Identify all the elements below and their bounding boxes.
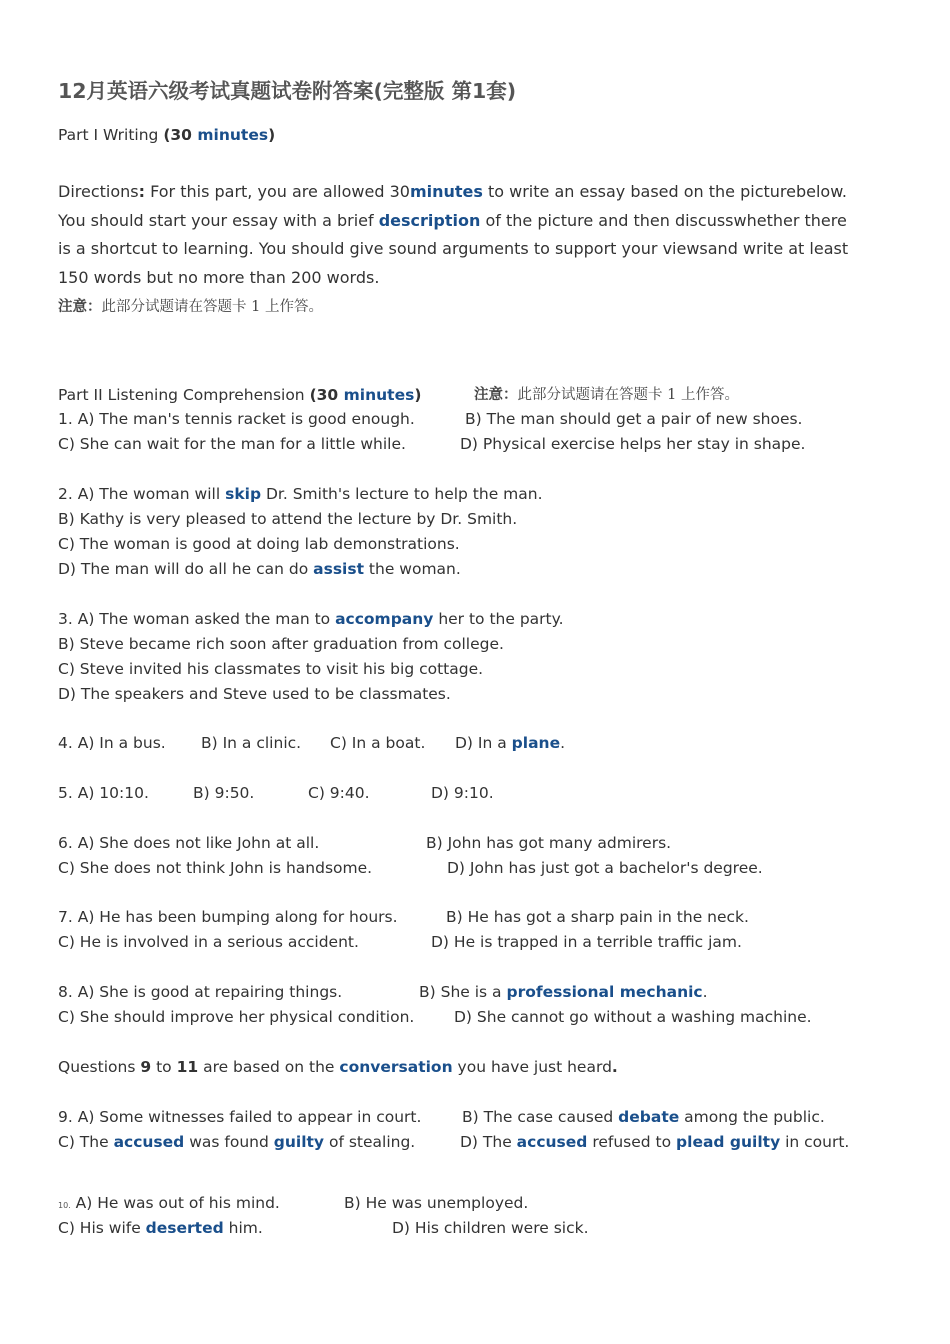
question-2-option-c: C) The woman is good at doing lab demonstrations. (58, 535, 460, 553)
question-7-option-a: 7. A) He has been bumping along for hours. (58, 908, 398, 926)
question-4-option-d (455, 733, 565, 753)
question-1-option-b: B) The man should get a pair of new shoes. (465, 410, 803, 428)
intro-number: 9 (140, 1058, 152, 1076)
question-4-option-c: C) In a boat. (330, 734, 426, 752)
question-5-option-d: D) 9:10. (431, 784, 494, 802)
note-label: 注意： (58, 299, 102, 315)
option-keyword: assist (313, 560, 364, 578)
option-text: C) The (58, 1133, 114, 1151)
question-9-option-c (58, 1132, 415, 1152)
directions-colon: : (138, 182, 146, 201)
intro-text: you have just heard (452, 1058, 612, 1076)
question-9-option-a: 9. A) Some witnesses failed to appear in court. (58, 1108, 422, 1126)
question-5-option-c: C) 9:40. (308, 784, 370, 802)
option-text: of stealing. (324, 1133, 416, 1151)
question-6-option-c: C) She does not think John is handsome. (58, 859, 373, 877)
option-text: Dr. Smith's lecture to help the man. (261, 485, 543, 503)
listening-heading (58, 385, 421, 405)
note-text: 此部分试题请在答题卡 1 上作答。 (517, 387, 739, 403)
option-keyword: accompany (335, 610, 434, 628)
writing-heading (58, 125, 275, 145)
page-title: 12月英语六级考试真题试卷附答案(完整版 第1套) (58, 79, 517, 103)
option-text: . (560, 734, 566, 752)
question-number: 10. (58, 1201, 71, 1210)
question-2-option-a (58, 484, 543, 504)
question-3-option-a (58, 609, 564, 629)
question-6-option-b: B) John has got many admirers. (426, 834, 672, 852)
question-10-option-b: B) He was unemployed. (344, 1194, 529, 1212)
directions-text: to write an essay based on the picturebelow. (482, 182, 847, 201)
question-1-option-a: 1. A) The man's tennis racket is good enough. (58, 410, 415, 428)
writing-heading-text: Part I Writing (58, 126, 164, 144)
option-text: A) He was out of his mind. (70, 1194, 280, 1212)
intro-number: 11 (176, 1058, 199, 1076)
question-9-option-b (462, 1107, 825, 1127)
directions-label: Directions (58, 182, 139, 201)
option-text: her to the party. (433, 610, 564, 628)
option-text: among the public. (679, 1108, 825, 1126)
question-10-option-c (58, 1218, 263, 1238)
intro-text: are based on the (198, 1058, 340, 1076)
option-keyword: accused (113, 1133, 185, 1151)
directions-line-4: 150 words but no more than 200 words. (58, 268, 380, 287)
option-keyword: guilty (273, 1133, 325, 1151)
question-8-option-b (419, 982, 708, 1002)
listening-heading-keyword: minutes (343, 386, 415, 404)
intro-text: to (151, 1058, 177, 1076)
directions-text: of the picture and then discusswhether there (480, 211, 847, 230)
question-7-option-c: C) He is involved in a serious accident. (58, 933, 359, 951)
option-text: C) His wife (58, 1219, 146, 1237)
option-keyword: accused (516, 1133, 588, 1151)
intro-text: Questions (58, 1058, 141, 1076)
directions-line-1 (58, 182, 847, 202)
question-4-option-a: 4. A) In a bus. (58, 734, 166, 752)
option-text: was found (184, 1133, 274, 1151)
option-keyword: plane (511, 734, 561, 752)
writing-note (58, 297, 323, 317)
option-text: B) She is a (419, 983, 507, 1001)
directions-line-3: is a shortcut to learning. You should give sound arguments to support your viewsand write at least (58, 239, 849, 258)
option-text: 2. A) The woman will (58, 485, 226, 503)
note-text: 此部分试题请在答题卡 1 上作答。 (101, 299, 323, 315)
option-text: the woman. (364, 560, 461, 578)
option-text: D) The man will do all he can do (58, 560, 314, 578)
directions-text: For this part, you are allowed 30 (145, 182, 410, 201)
option-text: D) In a (455, 734, 512, 752)
question-3-option-d: D) The speakers and Steve used to be classmates. (58, 685, 451, 703)
question-10-option-d: D) His children were sick. (392, 1219, 589, 1237)
question-1-option-c: C) She can wait for the man for a little while. (58, 435, 406, 453)
question-8-option-c: C) She should improve her physical condition. (58, 1008, 415, 1026)
note-label: 注意： (474, 387, 518, 403)
directions-line-2 (58, 211, 847, 231)
question-6-option-d: D) John has just got a bachelor's degree. (447, 859, 763, 877)
question-3-option-b: B) Steve became rich soon after graduation from college. (58, 635, 504, 653)
question-2-option-d (58, 559, 461, 579)
question-8-option-a: 8. A) She is good at repairing things. (58, 983, 343, 1001)
directions-keyword: description (378, 211, 481, 230)
question-5-option-b: B) 9:50. (193, 784, 255, 802)
question-7-option-d: D) He is trapped in a terrible traffic jam. (431, 933, 742, 951)
conversation-intro (58, 1057, 618, 1077)
option-text: refused to (587, 1133, 677, 1151)
option-keyword: skip (225, 485, 262, 503)
option-text: him. (223, 1219, 263, 1237)
option-keyword: plead guilty (676, 1133, 781, 1151)
intro-period: . (611, 1058, 618, 1076)
question-10-option-a (58, 1193, 280, 1216)
listening-heading-open: (30 (309, 386, 344, 404)
question-6-option-a: 6. A) She does not like John at all. (58, 834, 320, 852)
listening-heading-text: Part II Listening Comprehension (58, 386, 310, 404)
question-7-option-b: B) He has got a sharp pain in the neck. (446, 908, 749, 926)
option-text: 3. A) The woman asked the man to (58, 610, 336, 628)
option-text: B) The case caused (462, 1108, 619, 1126)
question-4-option-b: B) In a clinic. (201, 734, 302, 752)
question-8-option-d: D) She cannot go without a washing machine. (454, 1008, 812, 1026)
intro-keyword: conversation (339, 1058, 453, 1076)
question-1-option-d: D) Physical exercise helps her stay in shape. (460, 435, 806, 453)
question-9-option-d (460, 1132, 849, 1152)
writing-heading-open: (30 (163, 126, 198, 144)
option-keyword: professional mechanic (506, 983, 703, 1001)
question-5-option-a: 5. A) 10:10. (58, 784, 149, 802)
question-2-option-b: B) Kathy is very pleased to attend the lecture by Dr. Smith. (58, 510, 518, 528)
option-keyword: debate (618, 1108, 680, 1126)
writing-heading-keyword: minutes (197, 126, 269, 144)
writing-heading-close: ) (268, 126, 276, 144)
option-keyword: deserted (145, 1219, 224, 1237)
directions-keyword: minutes (409, 182, 483, 201)
option-text: D) The (460, 1133, 517, 1151)
option-text: in court. (780, 1133, 850, 1151)
listening-note (474, 385, 739, 405)
directions-text: You should start your essay with a brief (58, 211, 379, 230)
option-text: . (702, 983, 708, 1001)
listening-heading-close: ) (414, 386, 422, 404)
question-3-option-c: C) Steve invited his classmates to visit his big cottage. (58, 660, 484, 678)
